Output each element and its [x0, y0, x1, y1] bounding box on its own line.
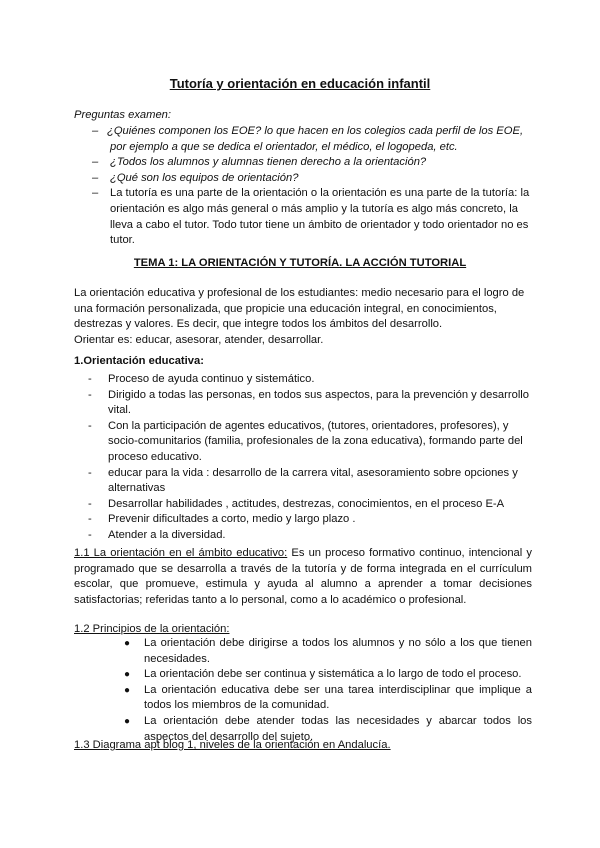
- intro-line: Orientar es: educar, asesorar, atender, desarrollar.: [74, 333, 324, 346]
- section-1-heading: 1.Orientación educativa:: [74, 355, 204, 367]
- section-1-1-paragraph: [74, 546, 532, 608]
- list-item: - Proceso de ayuda continuo y sistemático.: [88, 373, 315, 385]
- section-1-3-heading: 1.3 Diagrama apt blog 1, niveles de la orientación en Andalucía.: [74, 739, 391, 751]
- list-item: ● La orientación debe dirigirse a todos los alumnos y no sólo a los que tienen necesidades.: [124, 637, 532, 665]
- section-1-2-heading: 1.2 Principios de la orientación:: [74, 623, 230, 635]
- list-item: - Atender a la diversidad.: [88, 528, 226, 541]
- list-item: - Prevenir dificultades a corto, medio y largo plazo .: [88, 513, 356, 526]
- document-title: Tutoría y orientación en educación infantil: [169, 76, 431, 91]
- questions-list: [92, 124, 530, 249]
- intro-block: [74, 286, 532, 348]
- section-1-1-heading: 1.1 La orientación en el ámbito educativo:: [74, 547, 288, 559]
- intro-paragraph: La orientación educativa y profesional de los estudiantes: medio necesario para el logro de una formación personalizada, que propicie una educación integral, en conocimientos, destrezas y valores. Es decir, que integre todos los ámbitos del desarrollo.: [74, 287, 525, 331]
- list-item: - Con la participación de agentes educativos, (tutores, orientadores, profesores), y socio-comunitarios (familia, profesionales de la zona educativa), formando parte del proceso educativo.: [88, 419, 523, 463]
- list-item: ● La orientación educativa debe ser una tarea interdisciplinar que implique a todos los miembros de la comunidad.: [124, 683, 532, 712]
- section-1-list: [88, 372, 532, 544]
- section-1-2-list: [124, 636, 532, 745]
- list-item: - educar para la vida : desarrollo de la carrera vital, asesoramiento sobre opciones y alternativas: [88, 466, 518, 495]
- bullet-icon: ●: [124, 684, 131, 696]
- bullet-icon: ●: [124, 669, 131, 681]
- list-item: - Dirigido a todas las personas, en todos sus aspectos, para la prevención y desarrollo vital.: [88, 388, 530, 417]
- bullet-icon: ●: [124, 715, 131, 727]
- list-item: – ¿Todos los alumnos y alumnas tienen derecho a la orientación?: [92, 156, 427, 169]
- section-1-1-text: Es un proceso formativo continuo, intencional y programado que se desarrolla a través de la tutoría y de forma integrada en el currículum escolar, que promueve, estimula y ayuda al alumno a aprender a tomar decisiones satisfactorias; referidas tanto a lo personal, como a lo académico o profesional.: [74, 547, 532, 606]
- list-item: – ¿Qué son los equipos de orientación?: [92, 171, 299, 184]
- list-item: – ¿Quiénes componen los EOE? lo que hacen en los colegios cada perfil de los EOE, por ejemplo a que se dedica el orientador, el médico, el logopeda, etc.: [92, 125, 524, 153]
- list-item: - Desarrollar habilidades , actitudes, destrezas, conocimientos, en el proceso E-A: [88, 497, 505, 510]
- questions-label: Preguntas examen:: [74, 109, 172, 121]
- list-item: ● La orientación debe atender todas las necesidades y abarcar todos los aspectos del desarrollo del sujeto.: [124, 714, 532, 743]
- list-item: ● La orientación debe ser continua y sistemática a lo largo de todo el proceso.: [144, 667, 532, 683]
- bullet-icon: ●: [124, 638, 131, 649]
- topic-heading: TEMA 1: LA ORIENTACIÓN Y TUTORÍA. LA ACCIÓN TUTORIAL: [133, 257, 467, 269]
- list-item: – La tutoría es una parte de la orientación o la orientación es una parte de la tutoría: la orientación es algo más general o más amplio y la tutoría es algo más concreto, la lleva a cabo el tutor. Todo tutor tiene un ámbito de orientador y todo orientador no es tutor.: [92, 187, 530, 247]
